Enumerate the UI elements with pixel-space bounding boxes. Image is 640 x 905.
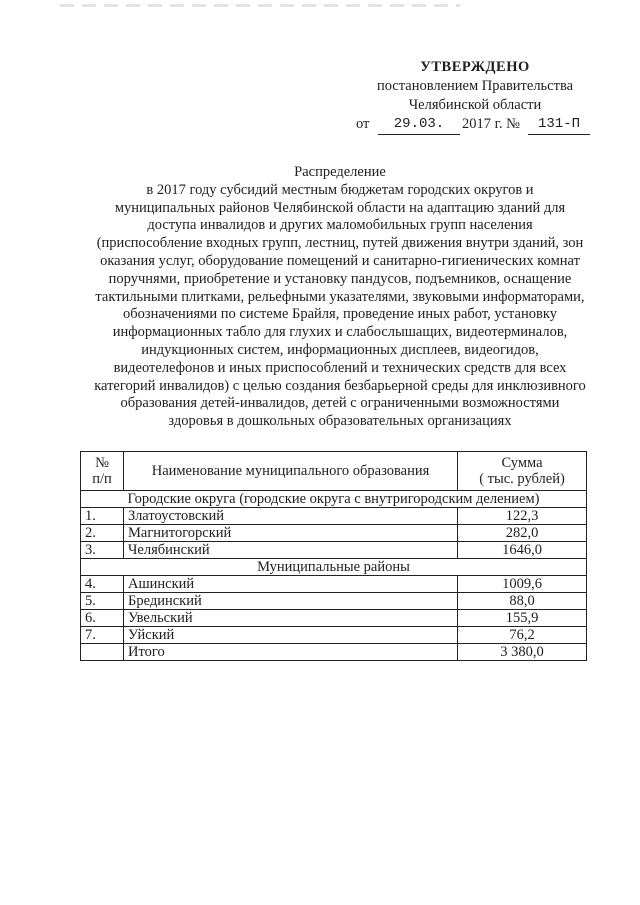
header-num-line-2: п/п (92, 471, 112, 487)
row-sum: 1646,0 (458, 542, 587, 559)
approval-from: от (356, 116, 370, 132)
distribution-table (80, 451, 587, 661)
scan-artifact (60, 4, 460, 7)
heading-line: образования детей-инвалидов, детей с ограниченными возможностями (120, 395, 560, 412)
heading-line: обозначениями по системе Брайля, проведение иных работ, установку (123, 306, 557, 323)
row-sum: 88,0 (458, 593, 587, 610)
total-label: Итого (124, 644, 458, 661)
approval-line-1: постановлением Правительства (376, 78, 574, 94)
row-name: Златоустовский (124, 508, 458, 525)
table-header-row (81, 452, 587, 491)
header-num-line-1: № (95, 455, 109, 471)
header-sum (458, 452, 587, 491)
heading-line: информационных табло для глухих и слабослышащих, видеотерминалов, (112, 324, 568, 341)
table-row (81, 627, 587, 644)
row-num: 2. (81, 525, 124, 542)
heading-line: оказания услуг, оборудование помещений и санитарно-гигиенических комнат (100, 252, 580, 269)
total-sum: 3 380,0 (458, 644, 587, 661)
approval-stamp (350, 58, 600, 135)
row-num: 7. (81, 627, 124, 644)
approval-date: 29.03. (378, 115, 460, 135)
row-name: Ашинский (124, 576, 458, 593)
row-sum: 282,0 (458, 525, 587, 542)
approval-number: 131-П (528, 115, 590, 135)
header-sum-line-2: ( тыс. рублей) (479, 471, 565, 487)
row-name: Увельский (124, 610, 458, 627)
approval-year: 2017 г. № (462, 116, 521, 132)
heading-line: индукционных систем, информационных дисплеев, видеогидов, (141, 341, 539, 358)
heading-line: поручнями, приобретение и установку пандусов, подъемников, оснащение (108, 270, 572, 287)
row-name: Уйский (124, 627, 458, 644)
row-num: 3. (81, 542, 124, 559)
header-sum-line-1: Сумма (501, 455, 543, 471)
approval-title: УТВЕРЖДЕНО (420, 59, 530, 75)
heading-line: доступа инвалидов и других маломобильных групп населения (147, 217, 533, 234)
heading-line: видеотелефонов и иных приспособлений и технических средств для всех (113, 359, 567, 376)
row-name: Магнитогорский (124, 525, 458, 542)
row-name: Брединский (124, 593, 458, 610)
table-row (81, 525, 587, 542)
heading-line: (приспособление входных групп, лестниц, путей движения внутри зданий, зон (96, 235, 584, 252)
section-title: Муниципальные районы (81, 559, 587, 576)
heading-line: здоровья в дошкольных образовательных организациях (168, 413, 512, 430)
table-row (81, 576, 587, 593)
total-num (81, 644, 124, 661)
section-row-municipal-districts (81, 559, 587, 576)
table-row (81, 508, 587, 525)
header-num (81, 452, 124, 491)
row-num: 4. (81, 576, 124, 593)
document-heading (80, 164, 600, 431)
section-row-city-districts (81, 491, 587, 508)
heading-line: тактильными плитками, рельефными указателями, звуковыми информаторами, (95, 288, 585, 305)
heading-line: муниципальных районов Челябинской области на адаптацию зданий для (114, 199, 566, 216)
table-total-row (81, 644, 587, 661)
heading-line: в 2017 году субсидий местным бюджетам городских округов и (146, 181, 534, 198)
row-sum: 1009,6 (458, 576, 587, 593)
row-num: 6. (81, 610, 124, 627)
approval-line-2: Челябинской области (408, 97, 542, 113)
section-title: Городские округа (городские округа с внутригородским делением) (81, 491, 587, 508)
row-sum: 122,3 (458, 508, 587, 525)
table-row (81, 542, 587, 559)
approval-date-line (350, 115, 600, 135)
row-sum: 76,2 (458, 627, 587, 644)
heading-title: Распределение (294, 164, 386, 180)
table-row (81, 593, 587, 610)
header-name: Наименование муниципального образования (124, 452, 458, 491)
row-sum: 155,9 (458, 610, 587, 627)
heading-line: категорий инвалидов) с целью создания безбарьерной среды для инклюзивного (94, 377, 586, 394)
row-num: 5. (81, 593, 124, 610)
row-num: 1. (81, 508, 124, 525)
row-name: Челябинский (124, 542, 458, 559)
table-row (81, 610, 587, 627)
